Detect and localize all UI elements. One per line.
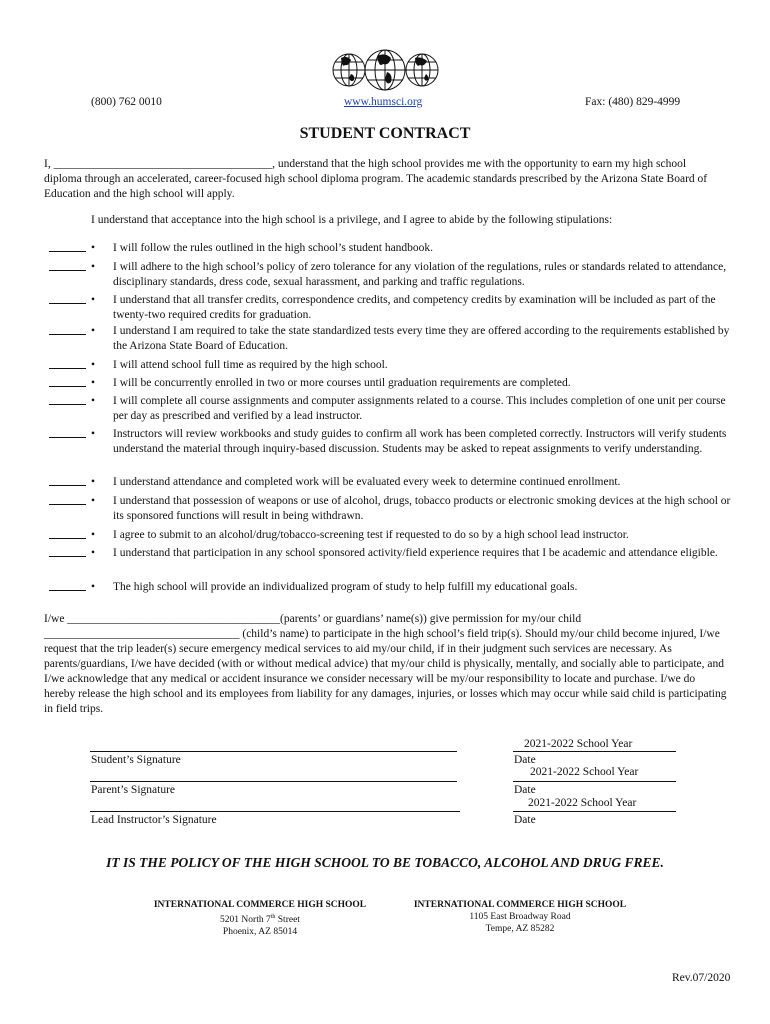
bullet: • (91, 495, 96, 507)
student-signature-label: Student’s Signature (91, 754, 181, 766)
initials-blank[interactable] (49, 270, 86, 271)
website-link[interactable]: www.humsci.org (344, 96, 423, 108)
bullet: • (91, 529, 96, 541)
permission-paragraph: I/we _____________________________________(parents’ or guardians’ name(s)) give permission for my/our child __________________________________ (child’s name) to participate in the high school’s field trip(s). Should my/our child become injured, I/we request that the trip leader(s) secure emergency medical services to aid my/our child, if in their judgment such services are necessary. As parents/guardians, I/we have decided (with or without medical advice) that my/our child is physically, mentally, and socially able to participate, and I/we acknowledge that any medical or accident insurance we consider necessary will be my/our responsibility to locate and purchase. I/we do hereby release the high school and its employees from liability for any damages, injuries, or losses which may occur while said child is participating in field trips. (44, 613, 727, 715)
initials-blank[interactable] (49, 386, 86, 387)
school-address-phoenix (140, 899, 380, 938)
bullet: • (91, 476, 96, 488)
parent-school-year: 2021-2022 School Year (530, 766, 639, 778)
stipulation-text: I will follow the rules outlined in the high school’s student handbook. (113, 242, 434, 254)
parent-signature-label: Parent’s Signature (91, 784, 175, 796)
page-title: STUDENT CONTRACT (299, 125, 471, 142)
school-name: INTERNATIONAL COMMERCE HIGH SCHOOL (413, 900, 627, 910)
stipulation-text: I understand I am required to take the state standardized tests every time they are offered according to the requirements established by the Arizona State Board of Education. (113, 325, 730, 352)
bullet: • (91, 261, 96, 273)
stipulation-text: I understand that possession of weapons or use of alcohol, drugs, tobacco products or electronic smoking devices at the high school or its sponsored functions will result in being withdrawn. (113, 495, 731, 522)
initials-blank[interactable] (49, 485, 86, 486)
bullet: • (91, 428, 96, 440)
bullet: • (91, 359, 96, 371)
stipulation-text: The high school will provide an individualized program of study to help fulfill my educational goals. (113, 581, 578, 593)
initials-blank[interactable] (49, 251, 86, 252)
parent-signature-line[interactable] (90, 781, 457, 782)
instructor-signature-line[interactable] (90, 811, 460, 812)
initials-blank[interactable] (49, 556, 86, 557)
school-name: INTERNATIONAL COMMERCE HIGH SCHOOL (153, 900, 367, 910)
instructor-school-year: 2021-2022 School Year (528, 797, 637, 809)
initials-blank[interactable] (49, 538, 86, 539)
stipulation-text: I will adhere to the high school’s policy of zero tolerance for any violation of the regulations, rules or standards related to attendance, disciplinary standards, dress code, sexual harassment, and parking and traffic regulations. (113, 261, 727, 288)
stipulation-text: I understand attendance and completed work will be evaluated every week to determine continued enrollment. (113, 476, 621, 488)
student-school-year: 2021-2022 School Year (524, 738, 633, 750)
parent-date-label: Date (514, 784, 536, 796)
initials-blank[interactable] (49, 303, 86, 304)
instructor-date-line[interactable] (513, 811, 676, 812)
parent-date-line[interactable] (513, 781, 676, 782)
bullet: • (91, 395, 96, 407)
initials-blank[interactable] (49, 334, 86, 335)
school-city: Phoenix, AZ 85014 (222, 927, 298, 938)
school-city: Tempe, AZ 85282 (485, 924, 555, 934)
student-date-label: Date (514, 754, 536, 766)
stipulations-lead: I understand that acceptance into the high school is a privilege, and I agree to abide by the following stipulations: (91, 214, 613, 226)
stipulation-text: I understand that all transfer credits, correspondence credits, and competency credits by examination will be included as part of the twenty-two required credits for graduation. (113, 294, 716, 321)
stipulation-text: Instructors will review workbooks and study guides to confirm all work has been completed correctly. Instructors will verify students understand the material through inquiry-based discussion. Students may be asked to repeat assignments to verify understanding. (113, 428, 727, 455)
bullet: • (91, 242, 96, 254)
stipulation-text: I will attend school full time as required by the high school. (113, 359, 388, 371)
initials-blank[interactable] (49, 504, 86, 505)
fax-number: Fax: (480) 829-4999 (585, 96, 681, 108)
school-street: 1105 East Broadway Road (469, 912, 571, 922)
instructor-signature-label: Lead Instructor’s Signature (91, 814, 217, 826)
initials-blank[interactable] (49, 437, 86, 438)
initials-blank[interactable] (49, 368, 86, 369)
stipulation-text: I will complete all course assignments and computer assignments related to a course. This includes completion of one unit per course per day as prescribed and verified by a lead instructor. (113, 395, 726, 422)
stipulation-text: I agree to submit to an alcohol/drug/tobacco-screening test if requested to do so by a high school lead instructor. (113, 529, 629, 541)
bullet: • (91, 547, 96, 559)
school-address-tempe (400, 899, 640, 935)
initials-blank[interactable] (49, 590, 86, 591)
stipulation-text: I will be concurrently enrolled in two or more courses until graduation requirements are completed. (113, 377, 571, 389)
policy-statement: IT IS THE POLICY OF THE HIGH SCHOOL TO BE TOBACCO, ALCOHOL AND DRUG FREE. (106, 855, 664, 870)
initials-blank[interactable] (49, 404, 86, 405)
bullet: • (91, 294, 96, 306)
school-street: 5201 North 7th Street (220, 914, 300, 926)
intro-paragraph: I, ______________________________________, understand that the high school provides me with the opportunity to earn my high school diploma through an accelerated, career-focused high school diploma program. The academic standards prescribed by the Arizona State Board of Education and the high school will apply. (44, 158, 708, 200)
stipulation-text: I understand that participation in any school sponsored activity/field experience requires that I be academic and attendance eligible. (113, 547, 718, 559)
bullet: • (91, 581, 96, 593)
phone-number: (800) 762 0010 (91, 96, 162, 108)
bullet: • (91, 377, 96, 389)
student-signature-line[interactable] (90, 751, 457, 752)
instructor-date-label: Date (514, 814, 536, 826)
revision-date: Rev.07/2020 (672, 972, 731, 984)
globe-logo (331, 44, 441, 96)
student-date-line[interactable] (513, 751, 676, 752)
bullet: • (91, 325, 96, 337)
